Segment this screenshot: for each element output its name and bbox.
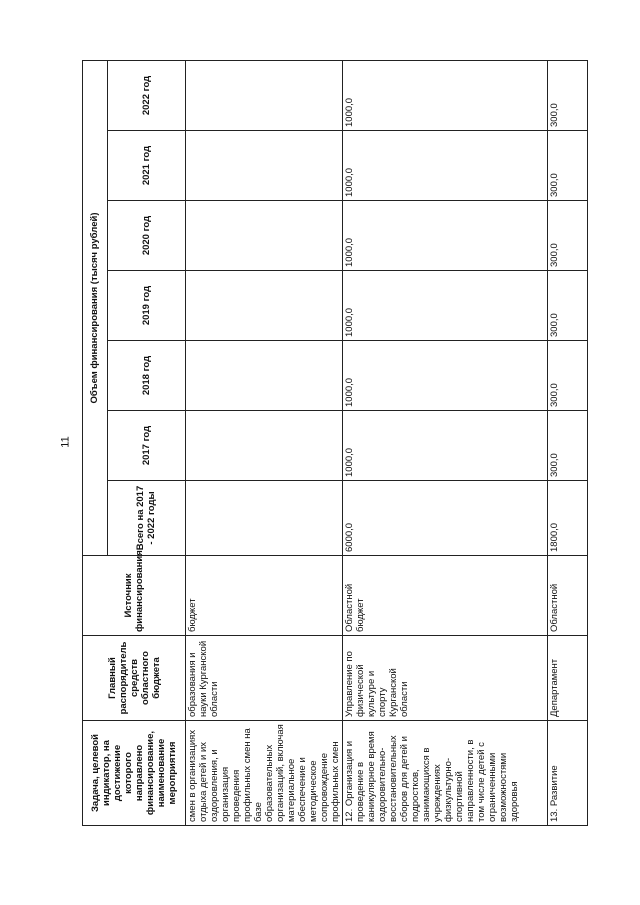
cell-task: 12. Организация и проведение в каникулярное время оздоровительно-восстановительных сборов для детей и подростков, занимающихся в учреждениях физкультурно-спортивной направленности, в том числе детей с ограниченными возможностями здоровья	[343, 721, 548, 826]
cell-task: смен в организациях отдыха детей и их оздоровления, и организация проведения профильных смен на базе образовательных организаций, включая материальное обеспечение и методическое сопровождение профильных смен	[186, 721, 343, 826]
header-year-2018: 2018 год	[107, 341, 185, 411]
cell-2019	[186, 271, 343, 341]
header-manager: Главный распорядитель средств областного бюджета	[83, 636, 186, 721]
cell-source: бюджет	[186, 556, 343, 636]
cell-2021: 1000,0	[343, 131, 548, 201]
cell-2021	[186, 131, 343, 201]
cell-2020: 1000,0	[343, 201, 548, 271]
cell-2017: 300,0	[548, 411, 588, 481]
cell-2019: 1000,0	[343, 271, 548, 341]
financing-table	[82, 60, 588, 826]
cell-source: Областной бюджет	[343, 556, 548, 636]
table-row	[186, 60, 343, 825]
header-year-2017: 2017 год	[107, 411, 185, 481]
cell-total	[186, 481, 343, 556]
cell-2022	[186, 60, 343, 130]
header-year-2022: 2022 год	[107, 60, 185, 130]
cell-total: 1800,0	[548, 481, 588, 556]
cell-2022: 300,0	[548, 60, 588, 130]
header-year-2019: 2019 год	[107, 271, 185, 341]
cell-manager: Департамент	[548, 636, 588, 721]
cell-2022: 1000,0	[343, 60, 548, 130]
cell-task: 13. Развитие	[548, 721, 588, 826]
cell-source: Областной	[548, 556, 588, 636]
header-volume: Объем финансирования (тысяч рублей)	[83, 60, 108, 555]
table-row	[548, 60, 588, 825]
header-total: Всего на 2017 - 2022 годы	[107, 481, 185, 556]
cell-2021: 300,0	[548, 131, 588, 201]
cell-total: 6000,0	[343, 481, 548, 556]
cell-2018: 300,0	[548, 341, 588, 411]
header-source: Источник финансирования	[83, 556, 186, 636]
cell-2017	[186, 411, 343, 481]
header-year-2020: 2020 год	[107, 201, 185, 271]
header-year-2021: 2021 год	[107, 131, 185, 201]
page-number: 11	[59, 436, 72, 448]
cell-2018	[186, 341, 343, 411]
header-task: Задача, целевой индикатор, на достижение которого направлено финансирование, наименование мероприятия	[83, 721, 186, 826]
cell-2017: 1000,0	[343, 411, 548, 481]
table-rotated-container	[82, 61, 627, 826]
cell-manager: образования и науки Курганской области	[186, 636, 343, 721]
cell-manager: Управление по физической культуре и спорту Курганской области	[343, 636, 548, 721]
cell-2019: 300,0	[548, 271, 588, 341]
cell-2020	[186, 201, 343, 271]
table-row	[343, 60, 548, 825]
cell-2020: 300,0	[548, 201, 588, 271]
cell-2018: 1000,0	[343, 341, 548, 411]
